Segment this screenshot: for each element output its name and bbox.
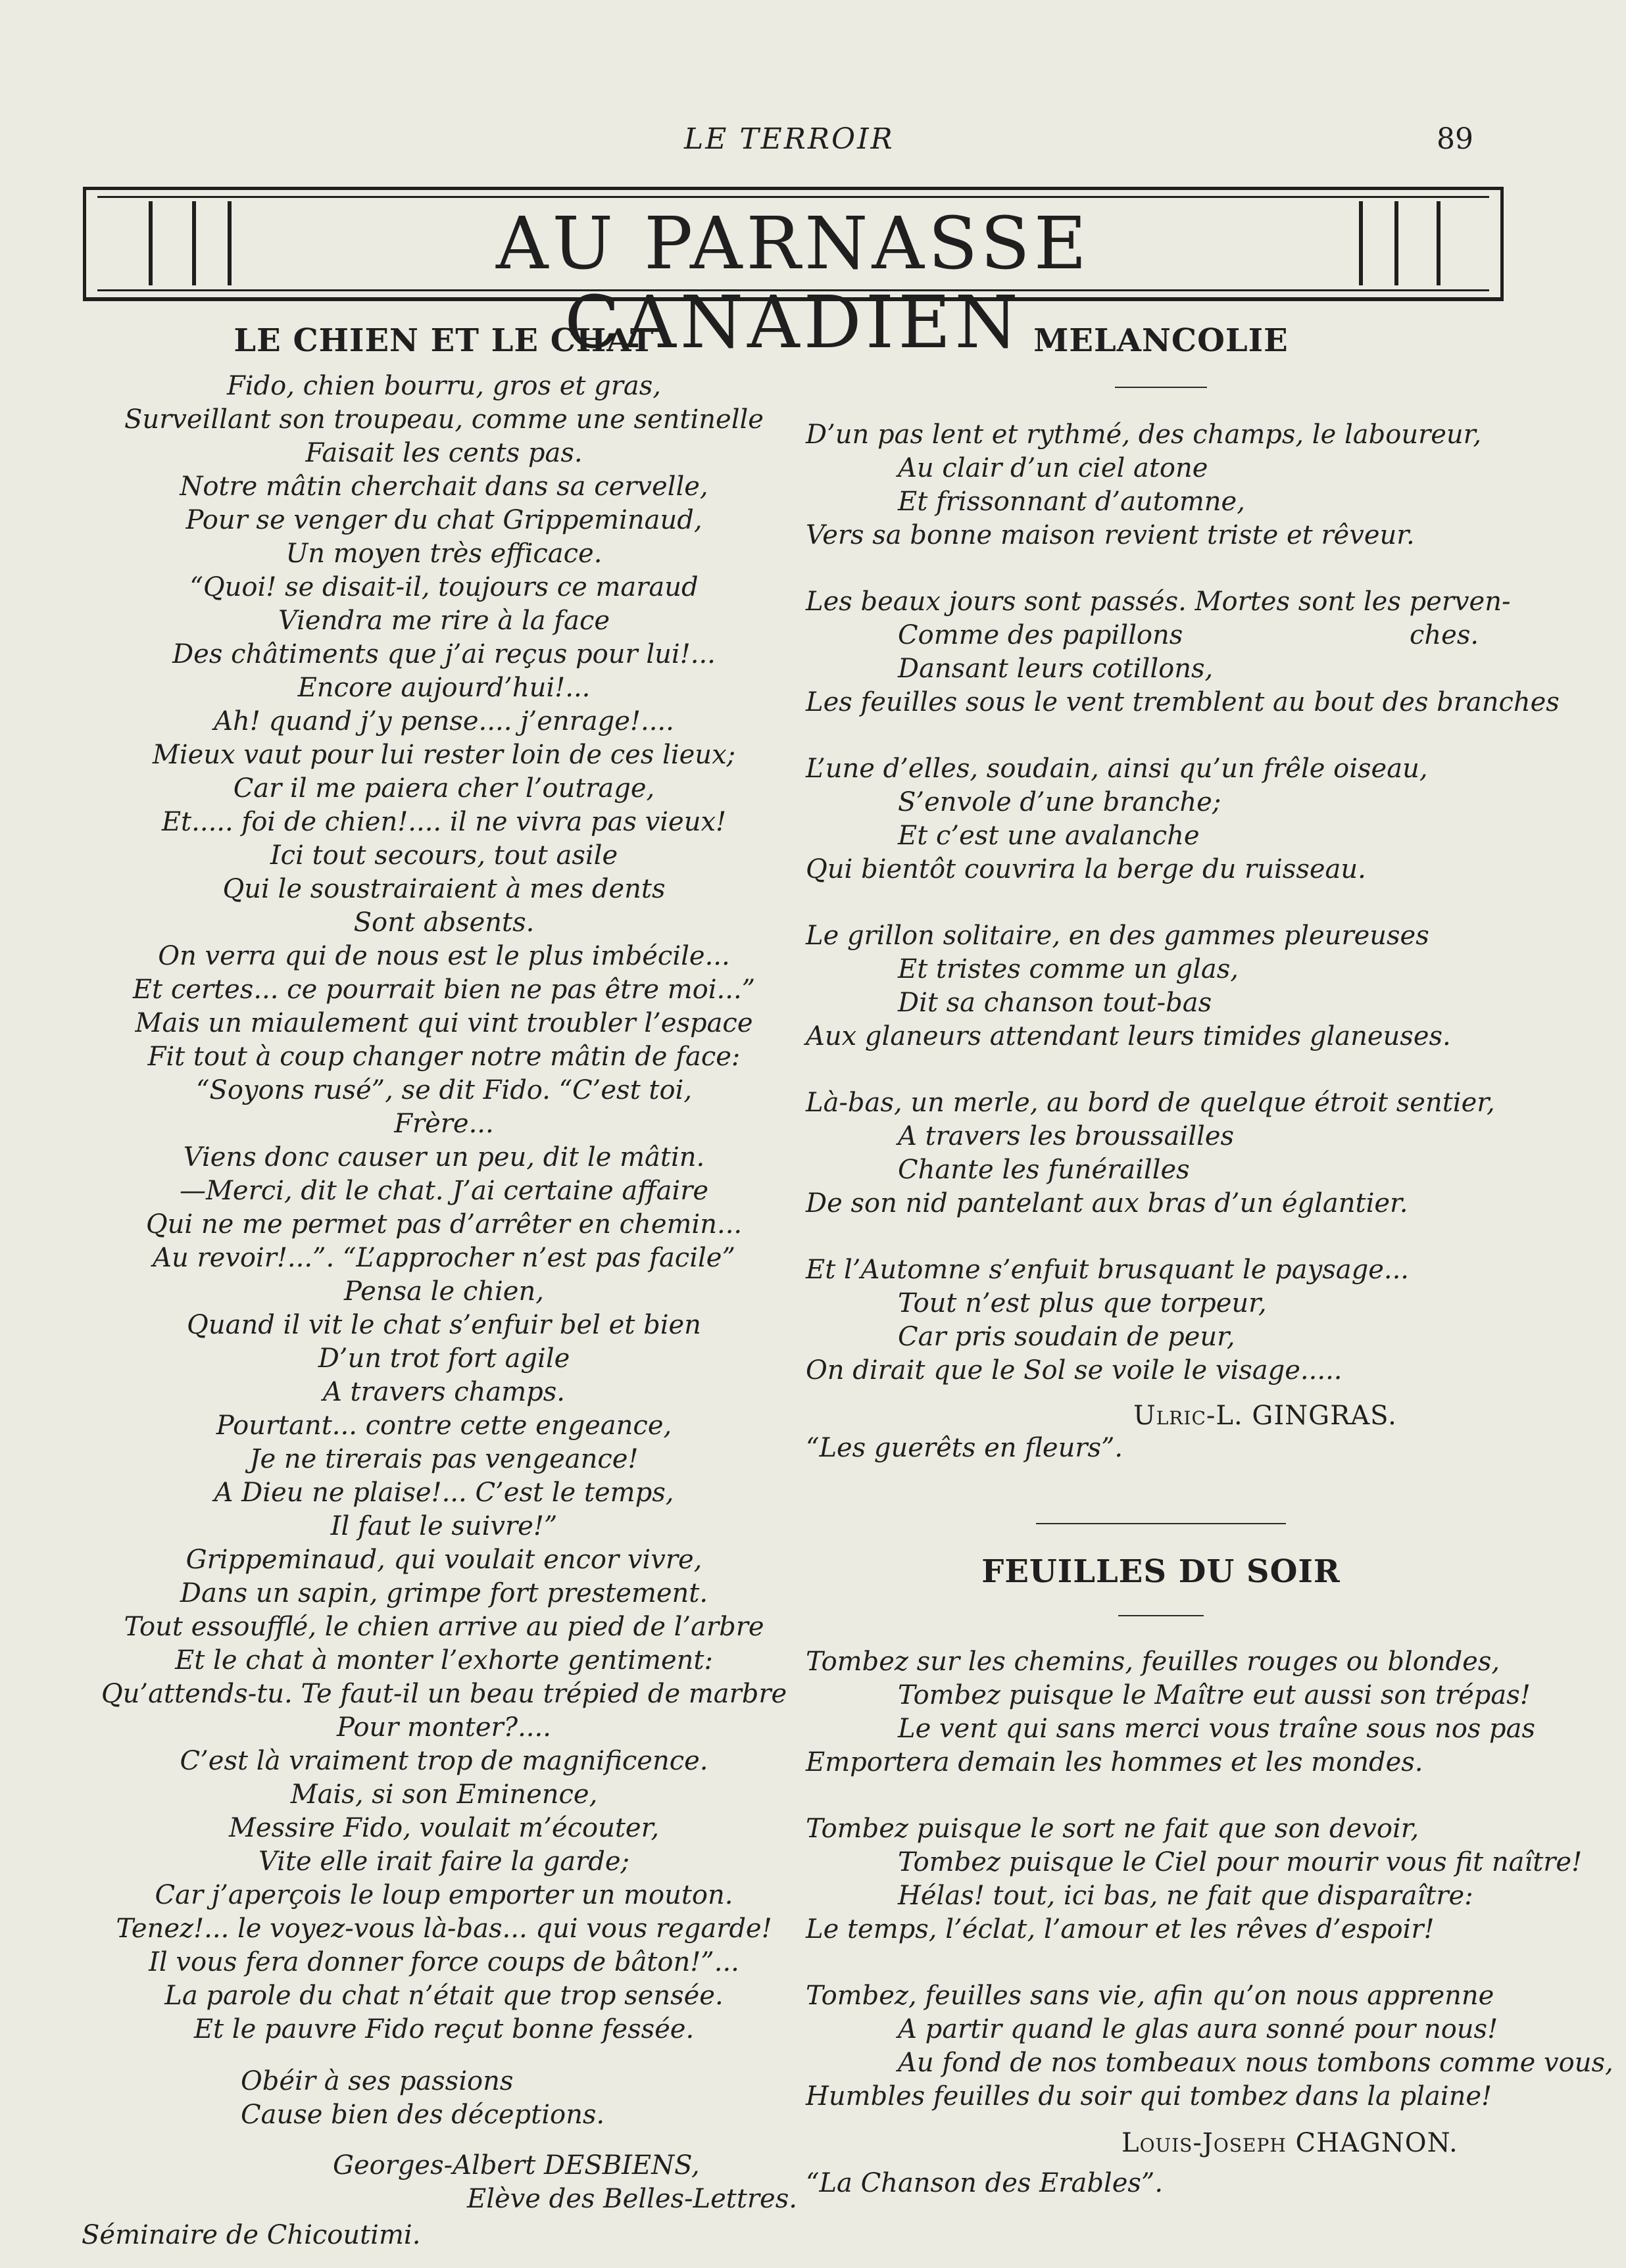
- poem-line: Car pris soudain de peur,: [898, 1322, 1235, 1352]
- poem-line: Tenez!... le voyez-vous là-bas... qui vous regarde!: [116, 1914, 772, 1944]
- stanza: [799, 752, 1523, 886]
- poem-line: A partir quand le glas aura sonné pour nous!: [898, 2014, 1498, 2044]
- section-title: AU PARNASSE CANADIEN: [495, 201, 1091, 364]
- poem-line: Tombez puisque le Maître eut aussi son trépas!: [898, 1680, 1531, 1710]
- poem-line: Et le pauvre Fido reçut bonne fessée.: [193, 2014, 695, 2044]
- poem-line: La parole du chat n’était que trop sensée.: [164, 1981, 724, 2011]
- poem-line: Tout essoufflé, le chien arrive au pied de l’arbre: [124, 1612, 764, 1642]
- right-column: [799, 322, 1614, 2200]
- poem-line: D’un trot fort agile: [318, 1343, 570, 1374]
- poem-line: Humbles feuilles du soir qui tombez dans la plaine!: [806, 2081, 1492, 2111]
- stanza-gap: [799, 886, 1523, 919]
- stanza: [799, 418, 1523, 552]
- poem-line: Faisait les cents pas.: [305, 438, 583, 468]
- poem-line: Car il me paiera cher l’outrage,: [233, 773, 655, 804]
- poem-title: FEUILLES DU SOIR: [981, 1553, 1341, 1590]
- poem-line: Le temps, l’éclat, l’amour et les rêves d’espoir!: [806, 1914, 1435, 1944]
- poem-body: [79, 370, 809, 2046]
- poem-line: Et le chat à monter l’exhorte gentiment:: [175, 1645, 713, 1676]
- banner-bar: [1359, 201, 1363, 285]
- poem-line: Il vous fera donner force coups de bâton!”...: [149, 1947, 739, 1977]
- poem-line: Tombez sur les chemins, feuilles rouges ou blondes,: [806, 1647, 1500, 1677]
- title-rule: [1115, 387, 1207, 388]
- poem-line: Et tristes comme un glas,: [898, 954, 1239, 984]
- author-institution: Séminaire de Chicoutimi.: [82, 2220, 421, 2250]
- left-column: [79, 322, 809, 2252]
- poem-line: Au revoir!...”. “L’approcher n’est pas facile”: [153, 1243, 735, 1273]
- stanza: [799, 1979, 1614, 2113]
- author-name: Louis-Joseph CHAGNON.: [1121, 2128, 1458, 2158]
- banner-edge: [1500, 187, 1504, 301]
- poem-line: Le grillon solitaire, en des gammes pleureuses: [806, 921, 1429, 951]
- running-title: LE TERROIR: [684, 122, 895, 156]
- poem-line: Mais, si son Eminence,: [290, 1779, 598, 1810]
- poem-line: Car j’aperçois le loup emporter un mouton.: [155, 1880, 733, 1910]
- poem-source: “Les guerêts en fleurs”.: [806, 1433, 1123, 1463]
- poem-line: Au fond de nos tombeaux nous tombons comme vous,: [898, 2048, 1614, 2078]
- poem-line: Tombez puisque le sort ne fait que son devoir,: [806, 1814, 1419, 1844]
- banner-edge: [83, 187, 86, 301]
- poem-line: Ici tout secours, tout asile: [270, 840, 618, 871]
- author-role: Elève des Belles-Lettres.: [467, 2184, 797, 2214]
- poem-line: Hélas! tout, ici bas, ne fait que disparaître:: [898, 1881, 1473, 1911]
- poem-line: Et certes... ce pourrait bien ne pas être moi...”: [132, 975, 756, 1005]
- poem-line: Qu’attends-tu. Te faut-il un beau trépied de marbre: [101, 1679, 787, 1709]
- poem-line: Vite elle irait faire la garde;: [258, 1846, 630, 1877]
- poem-line: Ah! quand j’y pense.... j’enrage!....: [214, 706, 674, 736]
- poem-line: Dansant leurs cotillons,: [898, 654, 1214, 684]
- stanza: [799, 1253, 1523, 1387]
- poem-line: Qui bientôt couvrira la berge du ruisseau.: [806, 854, 1366, 884]
- poem-line: Pour monter?....: [337, 1712, 551, 1743]
- poem-line: Tombez puisque le Ciel pour mourir vous fit naître!: [898, 1847, 1583, 1877]
- poem-line: Les beaux jours sont passés. Mortes sont les perven-: [806, 587, 1511, 617]
- banner-bar: [149, 201, 153, 285]
- poem-line: Grippeminaud, qui voulait encor vivre,: [185, 1545, 702, 1575]
- stanza: [799, 1812, 1583, 1946]
- poem-line: Comme des papillons: [898, 620, 1183, 650]
- poem-line: Fit tout à coup changer notre mâtin de face:: [147, 1042, 741, 1072]
- poem-line: A travers les broussailles: [898, 1121, 1235, 1151]
- banner-rule: [97, 196, 1489, 198]
- poem-line: Qui ne me permet pas d’arrêter en chemin...: [145, 1209, 743, 1240]
- poem-line: “Quoi! se disait-il, toujours ce maraud: [189, 572, 699, 602]
- poem-line: Viens donc causer un peu, dit le mâtin.: [183, 1142, 705, 1172]
- poem-line: Et c’est une avalanche: [898, 821, 1200, 851]
- hyphen-tail: ches.: [1410, 620, 1479, 650]
- author-name: Ulric-L. GINGRAS.: [1133, 1401, 1397, 1431]
- poem-line: Sont absents.: [353, 907, 535, 938]
- poem-line: Mais un miaulement qui vint troubler l’espace: [135, 1008, 753, 1038]
- poem-title: LE CHIEN ET LE CHAT: [234, 322, 654, 359]
- poem-line: D’un pas lent et rythmé, des champs, le laboureur,: [806, 420, 1482, 450]
- stanza: [799, 585, 1560, 719]
- poem-line: A travers champs.: [322, 1377, 566, 1407]
- stanza-gap: [799, 1220, 1523, 1253]
- poem-line: Mieux vaut pour lui rester loin de ces lieux;: [152, 740, 736, 770]
- poem-line: Viendra me rire à la face: [278, 606, 610, 636]
- poem-line: Dit sa chanson tout-bas: [898, 988, 1212, 1018]
- poem-line: Pour se venger du chat Grippeminaud,: [185, 505, 702, 535]
- poem-line: Quand il vit le chat s’enfuir bel et bien: [187, 1310, 701, 1340]
- poem-moral-line: Obéir à ses passions: [241, 2066, 514, 2096]
- poem-line: Emportera demain les hommes et les mondes.: [806, 1747, 1423, 1777]
- poem-line: L’une d’elles, soudain, ainsi qu’un frêle oiseau,: [806, 754, 1428, 784]
- poem-line: Vers sa bonne maison revient triste et rêveur.: [806, 520, 1415, 550]
- poem-line: Le vent qui sans merci vous traîne sous nos pas: [898, 1714, 1536, 1744]
- poem-line: On verra qui de nous est le plus imbécile...: [158, 941, 730, 971]
- banner-bar: [1394, 201, 1398, 285]
- section-divider: [1036, 1523, 1286, 1524]
- stanza: [799, 1086, 1523, 1220]
- poem-line: Et l’Automne s’enfuit brusquant le paysage...: [806, 1255, 1410, 1285]
- poem-body: [799, 1645, 1614, 2113]
- banner-bar: [228, 201, 232, 285]
- poem-line: —Merci, dit le chat. J’ai certaine affaire: [179, 1176, 709, 1206]
- author-name: Georges-Albert DESBIENS,: [333, 2150, 700, 2181]
- poem-line: A Dieu ne plaise!... C’est le temps,: [214, 1478, 674, 1508]
- poem-line: Frère...: [394, 1109, 494, 1139]
- running-header: [0, 122, 1626, 162]
- poem-line: Aux glaneurs attendant leurs timides glaneuses.: [806, 1021, 1451, 1051]
- title-rule: [1118, 1615, 1204, 1616]
- page-number: 89: [1437, 122, 1473, 156]
- poem-line: Un moyen très efficace.: [285, 539, 603, 569]
- poem-line: Messire Fido, voulait m’écouter,: [228, 1813, 660, 1843]
- stanza-gap: [799, 1779, 1523, 1812]
- poem-line: Pensa le chien,: [344, 1276, 544, 1307]
- stanza-gap: [799, 1053, 1523, 1086]
- banner-bar: [192, 201, 196, 285]
- poem-line: Tout n’est plus que torpeur,: [898, 1288, 1267, 1318]
- banner-bar: [1437, 201, 1441, 285]
- poem-source: “La Chanson des Erables”.: [806, 2168, 1164, 2198]
- poem-line: De son nid pantelant aux bras d’un églantier.: [806, 1188, 1408, 1218]
- poem-line: Les feuilles sous le vent tremblent au bout des branches: [806, 687, 1560, 717]
- poem-line: Dans un sapin, grimpe fort prestement.: [180, 1578, 708, 1608]
- banner-rule: [83, 187, 1504, 190]
- poem-line: Et frissonnant d’automne,: [898, 487, 1245, 517]
- poem-line: Encore aujourd’hui!...: [297, 673, 591, 703]
- poem-line: Il faut le suivre!”: [330, 1511, 558, 1541]
- stanza: [799, 1645, 1536, 1779]
- poem-line: Je ne tirerais pas vengeance!: [249, 1444, 639, 1474]
- poem-line: Notre mâtin cherchait dans sa cervelle,: [180, 471, 708, 502]
- poem-line: Qui le soustrairaient à mes dents: [222, 874, 666, 904]
- poem-line: Au clair d’un ciel atone: [898, 453, 1208, 483]
- stanza-gap: [799, 1946, 1523, 1979]
- stanza-gap: [799, 719, 1523, 752]
- poem-line: On dirait que le Sol se voile le visage.....: [806, 1355, 1343, 1386]
- poem-line: Chante les funérailles: [898, 1155, 1190, 1185]
- poem-title: MELANCOLIE: [1033, 322, 1289, 359]
- poem-line: Là-bas, un merle, au bord de quelque étroit sentier,: [806, 1088, 1495, 1118]
- poem-line: “Soyons rusé”, se dit Fido. “C’est toi,: [195, 1075, 693, 1105]
- poem-line: Des châtiments que j’ai reçus pour lui!...: [172, 639, 716, 669]
- poem-line: S’envole d’une branche;: [898, 787, 1221, 817]
- poem-moral-line: Cause bien des déceptions.: [241, 2100, 605, 2130]
- poem-line: C’est là vraiment trop de magnificence.: [180, 1746, 708, 1776]
- poem-line: Tombez, feuilles sans vie, afin qu’on nous apprenne: [806, 1981, 1494, 2011]
- poem-body: [799, 418, 1560, 1387]
- poem-line: Et..... foi de chien!.... il ne vivra pas vieux!: [161, 807, 727, 837]
- stanza-gap: [799, 552, 1523, 585]
- poem-line: Surveillant son troupeau, comme une sentinelle: [124, 404, 764, 435]
- stanza: [799, 919, 1523, 1053]
- poem-line: Pourtant... contre cette engeance,: [216, 1411, 672, 1441]
- poem-line: Fido, chien bourru, gros et gras,: [227, 371, 661, 401]
